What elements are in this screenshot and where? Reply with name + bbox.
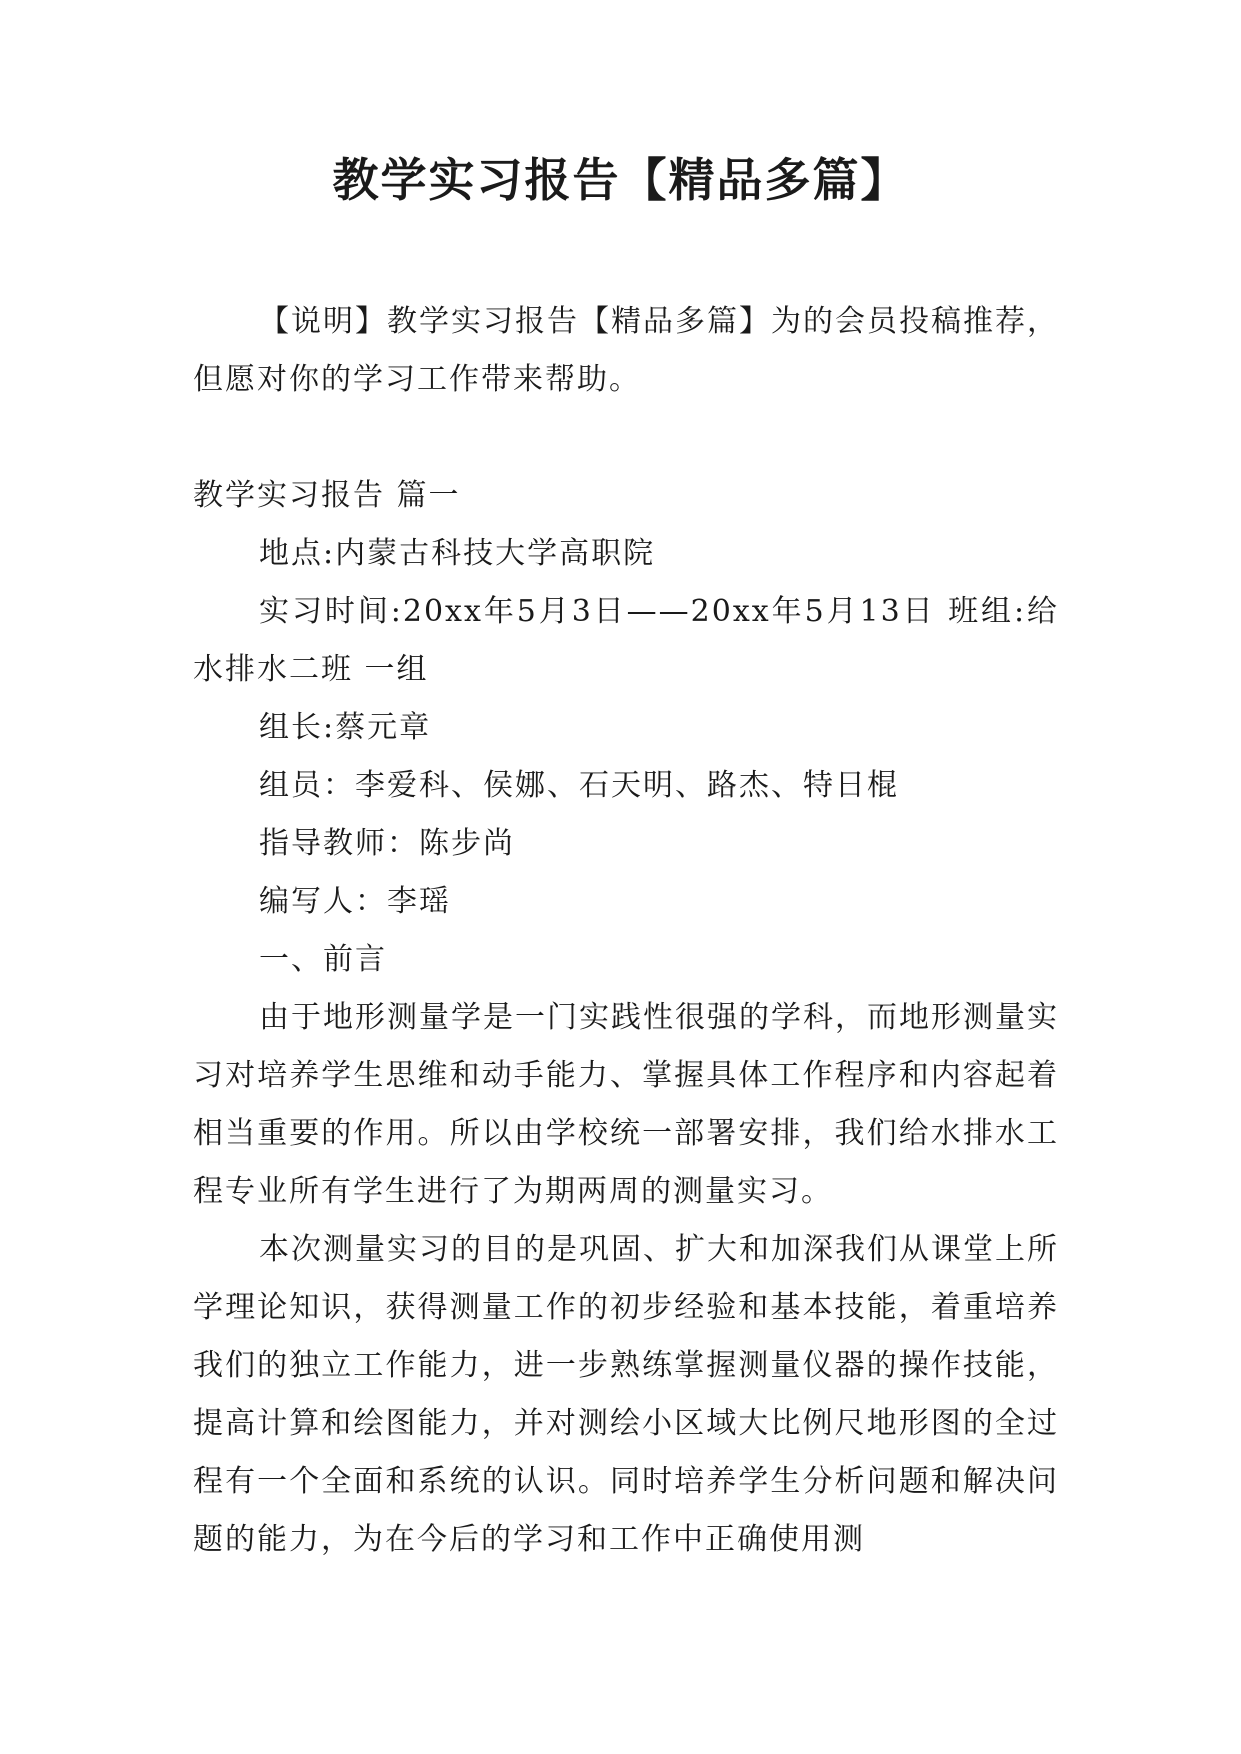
info-period-class: 实习时间:20xx年5月3日——20xx年5月13日 班组:给水排水二班 一组	[193, 594, 1059, 687]
preface-heading: 一、前言	[259, 942, 387, 977]
info-location: 地点:内蒙古科技大学高职院	[259, 536, 656, 571]
info-members: 组员：李爱科、侯娜、石天明、路杰、特日棍	[259, 768, 899, 803]
document-title: 教学实习报告【精品多篇】	[332, 153, 909, 207]
info-writer: 编写人：李瑶	[259, 884, 451, 919]
section-heading: 教学实习报告 篇一	[193, 478, 461, 513]
intro-paragraph: 【说明】教学实习报告【精品多篇】为的会员投稿推荐，但愿对你的学习工作带来帮助。	[193, 304, 1059, 397]
info-instructor: 指导教师：陈步尚	[259, 826, 515, 861]
intro-block	[193, 293, 1059, 409]
info-leader: 组长:蔡元章	[259, 710, 432, 745]
preface-paragraph-1: 由于地形测量学是一门实践性很强的学科，而地形测量实习对培养学生思维和动手能力、掌握具体工作程序和内容起着相当重要的作用。所以由学校统一部署安排，我们给水排水工程专业所有学生进行了为期两周的测量实习。	[193, 1000, 1059, 1209]
preface-paragraph-2: 本次测量实习的目的是巩固、扩大和加深我们从课堂上所学理论知识，获得测量工作的初步经验和基本技能，着重培养我们的独立工作能力，进一步熟练掌握测量仪器的操作技能，提高计算和绘图能力，并对测绘小区域大比例尺地形图的全过程有一个全面和系统的认识。同时培养学生分析问题和解决问题的能力，为在今后的学习和工作中正确使用测	[193, 1232, 1059, 1557]
section-one	[193, 467, 1059, 1569]
